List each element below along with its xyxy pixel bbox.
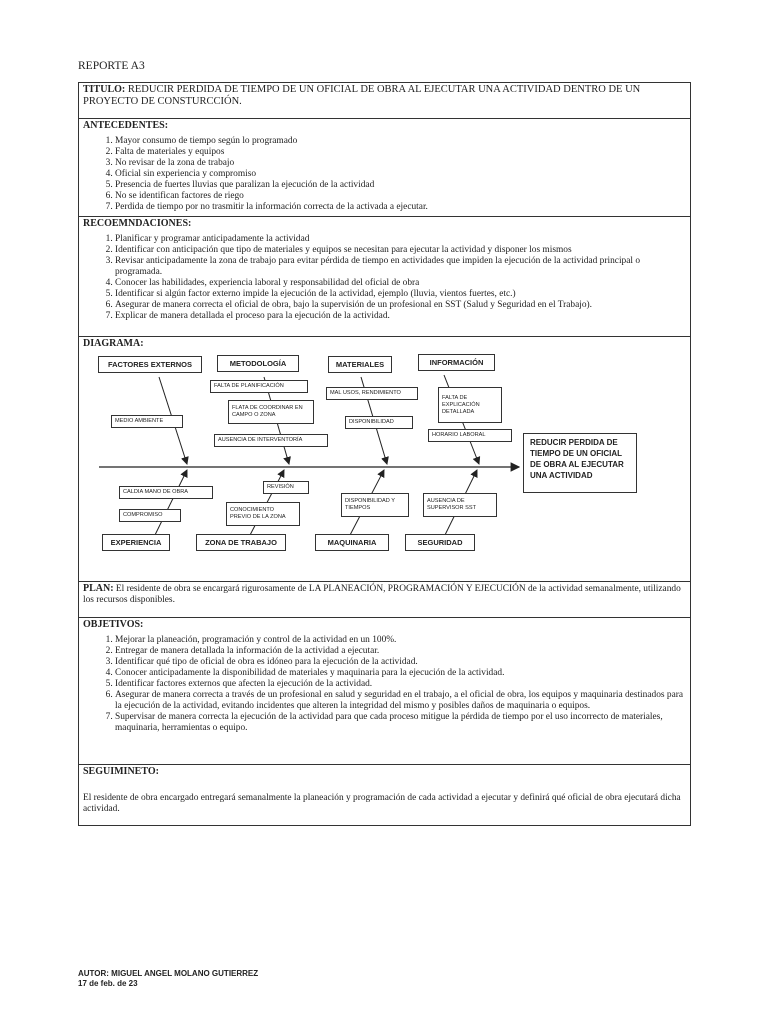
seguimiento-heading: SEGUIMINETO: (83, 766, 159, 777)
cause-mal-usos: MAL USOS, RENDIMIENTO (326, 387, 418, 400)
diagrama-section (79, 337, 690, 582)
list-item: 6. Asegurar de manera correcta a través de un profesional en salud y seguridad en el trabajo, a el oficial de obra, los equipos y maquinaria destinados para la ejecución de la actividad, evitando incidentes que alteren la integridad del mismo y posibles daños de maquinaria o equipos. (115, 690, 686, 712)
category-metodologia: METODOLOGÍA (217, 355, 299, 372)
list-item: 2. Falta de materiales y equipos (115, 147, 686, 158)
cause-caldia-mano: CALDIA MANO DE OBRA (119, 486, 213, 499)
objetivos-list (83, 635, 686, 734)
cause-flata-coordinar: FLATA DE COORDINAR EN CAMPO O ZONA (228, 400, 314, 424)
diagrama-heading: DIAGRAMA: (83, 338, 144, 349)
title-text (83, 84, 686, 108)
title-section (79, 83, 690, 119)
bone-experiencia (154, 470, 187, 537)
cause-ausencia-interventoria: AUSENCIA DE INTERVENTORÍA (214, 434, 328, 447)
recomendaciones-section (79, 217, 690, 337)
list-item: 5. Identificar si algún factor externo impide la ejecución de la actividad, ejemplo (lluvia, vientos fuertes, etc.) (115, 289, 686, 300)
objetivos-section (79, 618, 690, 765)
objetivos-heading: OBJETIVOS: (83, 619, 144, 630)
list-item: 2. Identificar con anticipación que tipo de materiales y equipos se necesitan para ejecutar la actividad y disponer los mismos (115, 245, 686, 256)
a3-report-table (78, 82, 691, 826)
antecedentes-section (79, 119, 690, 217)
date-line: 17 de feb. de 23 (78, 979, 138, 988)
fishbone-diagram (79, 337, 690, 582)
list-item: 7. Perdida de tiempo por no trasmitir la información correcta de la activada a ejecutar. (115, 202, 686, 213)
author-line: AUTOR: MIGUEL ANGEL MOLANO GUTIERREZ (78, 969, 259, 978)
category-factores-externos: FACTORES EXTERNOS (98, 356, 202, 373)
list-item: 4. Oficial sin experiencia y compromiso (115, 169, 686, 180)
list-item: 1. Mayor consumo de tiempo según lo programado (115, 136, 686, 147)
plan-label: PLAN: (83, 583, 114, 594)
antecedentes-list (83, 136, 686, 213)
title-label: TITULO: (83, 84, 126, 95)
category-maquinaria: MAQUINARIA (315, 534, 389, 551)
list-item: 3. No revisar de la zona de trabajo (115, 158, 686, 169)
plan-section (79, 582, 690, 618)
cause-conocimiento-previo: CONOCIMIENTO PREVIO DE LA ZONA (226, 502, 300, 526)
list-item: 1. Planificar y programar anticipadamente la actividad (115, 234, 686, 245)
list-item: 1. Mejorar la planeación, programación y control de la actividad en un 100%. (115, 635, 686, 646)
report-label: REPORTE A3 (78, 60, 145, 72)
list-item: 3. Identificar qué tipo de oficial de obra es idóneo para la ejecución de la actividad. (115, 657, 686, 668)
plan-text: El residente de obra se encargará rigurosamente de LA PLANEACIÓN, PROGRAMACIÓN Y EJECUCIÓN de la actividad semanalmente, utilizando los recursos disponibles. (83, 584, 681, 605)
recomendaciones-heading: RECOEMNDACIONES: (83, 218, 192, 229)
cause-revision: REVISIÓN (263, 481, 309, 494)
cause-falta-explicacion: FALTA DE EXPLICACIÓN DETALLADA (438, 387, 502, 423)
cause-compromiso: COMPROMISO (119, 509, 181, 522)
category-experiencia: EXPERIENCIA (102, 534, 170, 551)
effect-box: REDUCIR PERDIDA DE TIEMPO DE UN OFICIAL DE OBRA AL EJECUTAR UNA ACTIVIDAD (523, 433, 637, 493)
list-item: 5. Identificar factores externos que afecten la ejecución de la actividad. (115, 679, 686, 690)
cause-medio-ambiente: MEDIO AMBIENTE (111, 415, 183, 428)
cause-horario-laboral: HORARIO LABORAL (428, 429, 512, 442)
category-informacion: INFORMACIÓN (418, 354, 495, 371)
list-item: 4. Conocer anticipadamente la disponibilidad de materiales y maquinaria para la ejecución de la actividad. (115, 668, 686, 679)
cause-disponibilidad-tiempos: DISPONIBILIDAD Y TIEMPOS (341, 493, 409, 517)
cause-falta-planificacion: FALTA DE PLANIFICACIÓN (210, 380, 308, 393)
seguimiento-section (79, 765, 690, 825)
list-item: 7. Supervisar de manera correcta la ejecución de la actividad para que cada proceso mitigue la pérdida de tiempo por el uso incorrecto de materiales, maquinaria, herramientas o equipo. (115, 712, 686, 734)
cause-disponibilidad: DISPONIBILIDAD (345, 416, 413, 429)
category-seguridad: SEGURIDAD (405, 534, 475, 551)
category-zona-trabajo: ZONA DE TRABAJO (196, 534, 286, 551)
list-item: 3. Revisar anticipadamente la zona de trabajo para evitar pérdida de tiempo en actividades que impiden la ejecución de la actividad principal o programada. (115, 256, 686, 278)
list-item: 6. Asegurar de manera correcta el oficial de obra, bajo la supervisión de un profesional en SST (Salud y Seguridad en el Trabajo). (115, 300, 686, 311)
title-value: REDUCIR PERDIDA DE TIEMPO DE UN OFICIAL DE OBRA AL EJECUTAR UNA ACTIVIDAD DENTRO DE UN PROYECTO DE CONSTURCCIÓN. (83, 84, 641, 107)
antecedentes-heading: ANTECEDENTES: (83, 120, 169, 131)
category-materiales: MATERIALES (328, 356, 392, 373)
list-item: 2. Entregar de manera detallada la información de la actividad a ejecutar. (115, 646, 686, 657)
recomendaciones-list (83, 234, 686, 322)
list-item: 4. Conocer las habilidades, experiencia laboral y responsabilidad del oficial de obra (115, 278, 686, 289)
cause-ausencia-supervisor: AUSENCIA DE SUPERVISOR SST (423, 493, 497, 517)
list-item: 7. Explicar de manera detallada el proceso para la ejecución de la actividad. (115, 311, 686, 322)
list-item: 6. No se identifican factores de riego (115, 191, 686, 202)
list-item: 5. Presencia de fuertes lluvias que paralizan la ejecución de la actividad (115, 180, 686, 191)
seguimiento-text: El residente de obra encargado entregará semanalmente la planeación y programación de cada actividad a ejecutar y definirá qué oficial de obra ejecutará dicha actividad. (83, 793, 681, 814)
footer (78, 969, 258, 989)
